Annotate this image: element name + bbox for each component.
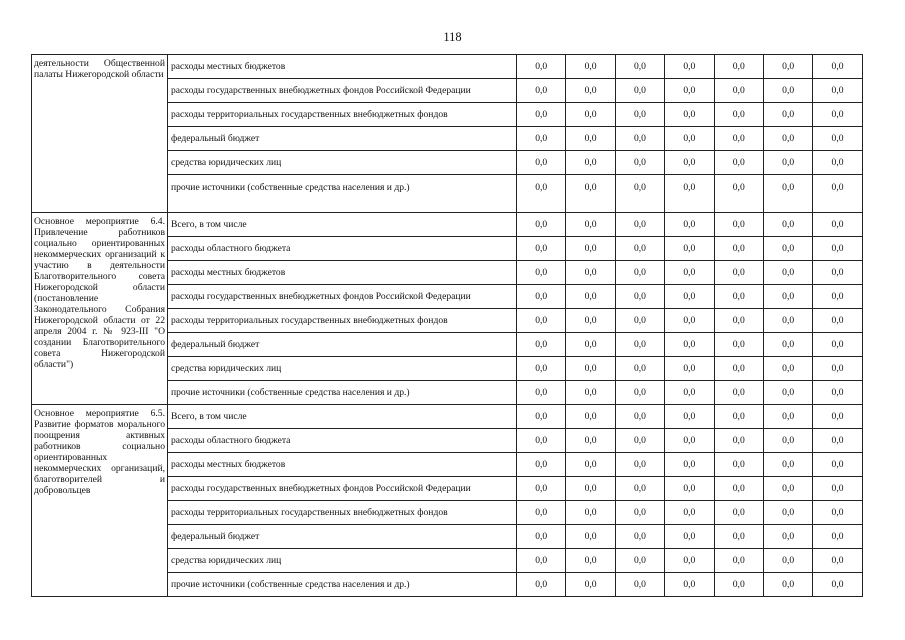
amount-cell: 0,0 bbox=[615, 151, 664, 175]
amount-cell: 0,0 bbox=[517, 285, 566, 309]
amount-cell: 0,0 bbox=[615, 309, 664, 333]
amount-cell: 0,0 bbox=[566, 333, 615, 357]
amount-cell: 0,0 bbox=[714, 55, 763, 79]
amount-cell: 0,0 bbox=[615, 501, 664, 525]
funding-source: федеральный бюджет bbox=[168, 333, 517, 357]
amount-cell: 0,0 bbox=[813, 79, 862, 103]
amount-cell: 0,0 bbox=[665, 175, 714, 213]
amount-cell: 0,0 bbox=[517, 261, 566, 285]
amount-cell: 0,0 bbox=[665, 127, 714, 151]
page-number: 118 bbox=[443, 30, 462, 44]
amount-cell: 0,0 bbox=[714, 103, 763, 127]
amount-cell: 0,0 bbox=[665, 429, 714, 453]
amount-cell: 0,0 bbox=[566, 357, 615, 381]
funding-source: Всего, в том числе bbox=[168, 213, 517, 237]
amount-cell: 0,0 bbox=[714, 309, 763, 333]
amount-cell: 0,0 bbox=[714, 477, 763, 501]
amount-cell: 0,0 bbox=[517, 381, 566, 405]
funding-source: расходы территориальных государственных внебюджетных фондов bbox=[168, 309, 517, 333]
funding-source: расходы местных бюджетов bbox=[168, 55, 517, 79]
amount-cell: 0,0 bbox=[615, 103, 664, 127]
amount-cell: 0,0 bbox=[665, 261, 714, 285]
amount-cell: 0,0 bbox=[517, 79, 566, 103]
amount-cell: 0,0 bbox=[566, 453, 615, 477]
table-row bbox=[32, 55, 863, 79]
amount-cell: 0,0 bbox=[763, 79, 812, 103]
amount-cell: 0,0 bbox=[763, 549, 812, 573]
amount-cell: 0,0 bbox=[763, 477, 812, 501]
amount-cell: 0,0 bbox=[665, 549, 714, 573]
amount-cell: 0,0 bbox=[517, 477, 566, 501]
amount-cell: 0,0 bbox=[615, 573, 664, 597]
amount-cell: 0,0 bbox=[517, 151, 566, 175]
amount-cell: 0,0 bbox=[813, 549, 862, 573]
amount-cell: 0,0 bbox=[714, 573, 763, 597]
amount-cell: 0,0 bbox=[615, 453, 664, 477]
amount-cell: 0,0 bbox=[517, 55, 566, 79]
amount-cell: 0,0 bbox=[714, 429, 763, 453]
amount-cell: 0,0 bbox=[813, 525, 862, 549]
amount-cell: 0,0 bbox=[517, 453, 566, 477]
amount-cell: 0,0 bbox=[813, 309, 862, 333]
funding-source: средства юридических лиц bbox=[168, 549, 517, 573]
amount-cell: 0,0 bbox=[665, 381, 714, 405]
funding-source: федеральный бюджет bbox=[168, 127, 517, 151]
amount-cell: 0,0 bbox=[763, 175, 812, 213]
amount-cell: 0,0 bbox=[763, 501, 812, 525]
amount-cell: 0,0 bbox=[615, 549, 664, 573]
amount-cell: 0,0 bbox=[714, 261, 763, 285]
amount-cell: 0,0 bbox=[517, 429, 566, 453]
amount-cell: 0,0 bbox=[714, 453, 763, 477]
amount-cell: 0,0 bbox=[615, 213, 664, 237]
amount-cell: 0,0 bbox=[813, 175, 862, 213]
amount-cell: 0,0 bbox=[615, 237, 664, 261]
amount-cell: 0,0 bbox=[665, 333, 714, 357]
amount-cell: 0,0 bbox=[763, 151, 812, 175]
amount-cell: 0,0 bbox=[813, 151, 862, 175]
funding-source: расходы государственных внебюджетных фондов Российской Федерации bbox=[168, 79, 517, 103]
amount-cell: 0,0 bbox=[566, 213, 615, 237]
funding-source: расходы территориальных государственных внебюджетных фондов bbox=[168, 501, 517, 525]
amount-cell: 0,0 bbox=[665, 501, 714, 525]
amount-cell: 0,0 bbox=[665, 237, 714, 261]
amount-cell: 0,0 bbox=[665, 151, 714, 175]
amount-cell: 0,0 bbox=[566, 429, 615, 453]
amount-cell: 0,0 bbox=[566, 55, 615, 79]
amount-cell: 0,0 bbox=[714, 357, 763, 381]
amount-cell: 0,0 bbox=[566, 285, 615, 309]
table-row bbox=[32, 213, 863, 237]
amount-cell: 0,0 bbox=[566, 79, 615, 103]
amount-cell: 0,0 bbox=[566, 151, 615, 175]
amount-cell: 0,0 bbox=[763, 309, 812, 333]
amount-cell: 0,0 bbox=[615, 525, 664, 549]
amount-cell: 0,0 bbox=[566, 525, 615, 549]
financing-table bbox=[31, 54, 863, 597]
amount-cell: 0,0 bbox=[665, 55, 714, 79]
funding-source: прочие источники (собственные средства населения и др.) bbox=[168, 573, 517, 597]
table-row bbox=[32, 405, 863, 429]
amount-cell: 0,0 bbox=[615, 405, 664, 429]
amount-cell: 0,0 bbox=[566, 381, 615, 405]
funding-source: прочие источники (собственные средства населения и др.) bbox=[168, 175, 517, 213]
amount-cell: 0,0 bbox=[714, 333, 763, 357]
amount-cell: 0,0 bbox=[813, 55, 862, 79]
amount-cell: 0,0 bbox=[665, 453, 714, 477]
funding-source: прочие источники (собственные средства населения и др.) bbox=[168, 381, 517, 405]
amount-cell: 0,0 bbox=[813, 127, 862, 151]
funding-source: расходы государственных внебюджетных фондов Российской Федерации bbox=[168, 285, 517, 309]
amount-cell: 0,0 bbox=[763, 333, 812, 357]
amount-cell: 0,0 bbox=[763, 237, 812, 261]
amount-cell: 0,0 bbox=[714, 549, 763, 573]
amount-cell: 0,0 bbox=[714, 175, 763, 213]
amount-cell: 0,0 bbox=[517, 175, 566, 213]
amount-cell: 0,0 bbox=[566, 573, 615, 597]
amount-cell: 0,0 bbox=[566, 501, 615, 525]
amount-cell: 0,0 bbox=[615, 79, 664, 103]
amount-cell: 0,0 bbox=[813, 333, 862, 357]
amount-cell: 0,0 bbox=[763, 573, 812, 597]
amount-cell: 0,0 bbox=[763, 213, 812, 237]
amount-cell: 0,0 bbox=[665, 79, 714, 103]
amount-cell: 0,0 bbox=[714, 151, 763, 175]
amount-cell: 0,0 bbox=[615, 429, 664, 453]
amount-cell: 0,0 bbox=[517, 501, 566, 525]
amount-cell: 0,0 bbox=[566, 405, 615, 429]
amount-cell: 0,0 bbox=[615, 175, 664, 213]
amount-cell: 0,0 bbox=[517, 525, 566, 549]
amount-cell: 0,0 bbox=[566, 103, 615, 127]
amount-cell: 0,0 bbox=[813, 429, 862, 453]
funding-source: расходы областного бюджета bbox=[168, 237, 517, 261]
activity-description: Основное мероприятие 6.4. Привлечение работников социально ориентированных некоммерческих организаций к участию в деятельности Благотворительного совета Нижегородской области (постановление Законодательного Собрания Нижегородской области от 22 апреля 2004 г. № 923-III "О создании Благотворительного совета Нижегородской области") bbox=[32, 213, 168, 405]
amount-cell: 0,0 bbox=[763, 127, 812, 151]
amount-cell: 0,0 bbox=[615, 333, 664, 357]
table-body bbox=[32, 55, 863, 597]
amount-cell: 0,0 bbox=[665, 309, 714, 333]
amount-cell: 0,0 bbox=[566, 309, 615, 333]
amount-cell: 0,0 bbox=[517, 549, 566, 573]
amount-cell: 0,0 bbox=[566, 237, 615, 261]
amount-cell: 0,0 bbox=[615, 55, 664, 79]
amount-cell: 0,0 bbox=[714, 237, 763, 261]
amount-cell: 0,0 bbox=[566, 261, 615, 285]
funding-source: Всего, в том числе bbox=[168, 405, 517, 429]
amount-cell: 0,0 bbox=[615, 261, 664, 285]
activity-description: деятельности Общественной палаты Нижегородской области bbox=[32, 55, 168, 213]
amount-cell: 0,0 bbox=[517, 237, 566, 261]
amount-cell: 0,0 bbox=[517, 103, 566, 127]
amount-cell: 0,0 bbox=[763, 285, 812, 309]
amount-cell: 0,0 bbox=[813, 573, 862, 597]
amount-cell: 0,0 bbox=[813, 477, 862, 501]
amount-cell: 0,0 bbox=[566, 549, 615, 573]
amount-cell: 0,0 bbox=[714, 501, 763, 525]
funding-source: расходы областного бюджета bbox=[168, 429, 517, 453]
amount-cell: 0,0 bbox=[665, 405, 714, 429]
amount-cell: 0,0 bbox=[813, 261, 862, 285]
amount-cell: 0,0 bbox=[615, 285, 664, 309]
amount-cell: 0,0 bbox=[714, 213, 763, 237]
amount-cell: 0,0 bbox=[714, 525, 763, 549]
amount-cell: 0,0 bbox=[517, 309, 566, 333]
amount-cell: 0,0 bbox=[517, 127, 566, 151]
amount-cell: 0,0 bbox=[813, 237, 862, 261]
amount-cell: 0,0 bbox=[813, 381, 862, 405]
amount-cell: 0,0 bbox=[714, 405, 763, 429]
funding-source: расходы местных бюджетов bbox=[168, 261, 517, 285]
funding-source: расходы государственных внебюджетных фондов Российской Федерации bbox=[168, 477, 517, 501]
amount-cell: 0,0 bbox=[665, 573, 714, 597]
amount-cell: 0,0 bbox=[517, 357, 566, 381]
amount-cell: 0,0 bbox=[615, 381, 664, 405]
amount-cell: 0,0 bbox=[813, 453, 862, 477]
amount-cell: 0,0 bbox=[763, 103, 812, 127]
amount-cell: 0,0 bbox=[813, 213, 862, 237]
amount-cell: 0,0 bbox=[763, 453, 812, 477]
amount-cell: 0,0 bbox=[566, 477, 615, 501]
amount-cell: 0,0 bbox=[566, 175, 615, 213]
amount-cell: 0,0 bbox=[714, 127, 763, 151]
amount-cell: 0,0 bbox=[763, 381, 812, 405]
amount-cell: 0,0 bbox=[763, 429, 812, 453]
amount-cell: 0,0 bbox=[813, 501, 862, 525]
amount-cell: 0,0 bbox=[665, 525, 714, 549]
amount-cell: 0,0 bbox=[714, 285, 763, 309]
amount-cell: 0,0 bbox=[763, 261, 812, 285]
amount-cell: 0,0 bbox=[813, 405, 862, 429]
amount-cell: 0,0 bbox=[615, 357, 664, 381]
funding-source: средства юридических лиц bbox=[168, 357, 517, 381]
amount-cell: 0,0 bbox=[665, 357, 714, 381]
amount-cell: 0,0 bbox=[517, 333, 566, 357]
amount-cell: 0,0 bbox=[714, 381, 763, 405]
amount-cell: 0,0 bbox=[763, 405, 812, 429]
amount-cell: 0,0 bbox=[566, 127, 615, 151]
amount-cell: 0,0 bbox=[615, 127, 664, 151]
amount-cell: 0,0 bbox=[665, 477, 714, 501]
amount-cell: 0,0 bbox=[517, 213, 566, 237]
amount-cell: 0,0 bbox=[763, 525, 812, 549]
amount-cell: 0,0 bbox=[665, 103, 714, 127]
amount-cell: 0,0 bbox=[763, 55, 812, 79]
amount-cell: 0,0 bbox=[665, 213, 714, 237]
funding-source: средства юридических лиц bbox=[168, 151, 517, 175]
amount-cell: 0,0 bbox=[615, 477, 664, 501]
amount-cell: 0,0 bbox=[517, 405, 566, 429]
amount-cell: 0,0 bbox=[763, 357, 812, 381]
activity-description: Основное мероприятие 6.5. Развитие форматов морального поощрения активных работников социально ориентированных некоммерческих организаций, благотворителей и добровольцев bbox=[32, 405, 168, 597]
amount-cell: 0,0 bbox=[813, 357, 862, 381]
amount-cell: 0,0 bbox=[813, 285, 862, 309]
funding-source: расходы территориальных государственных внебюджетных фондов bbox=[168, 103, 517, 127]
amount-cell: 0,0 bbox=[714, 79, 763, 103]
amount-cell: 0,0 bbox=[813, 103, 862, 127]
amount-cell: 0,0 bbox=[517, 573, 566, 597]
amount-cell: 0,0 bbox=[665, 285, 714, 309]
funding-source: федеральный бюджет bbox=[168, 525, 517, 549]
funding-source: расходы местных бюджетов bbox=[168, 453, 517, 477]
